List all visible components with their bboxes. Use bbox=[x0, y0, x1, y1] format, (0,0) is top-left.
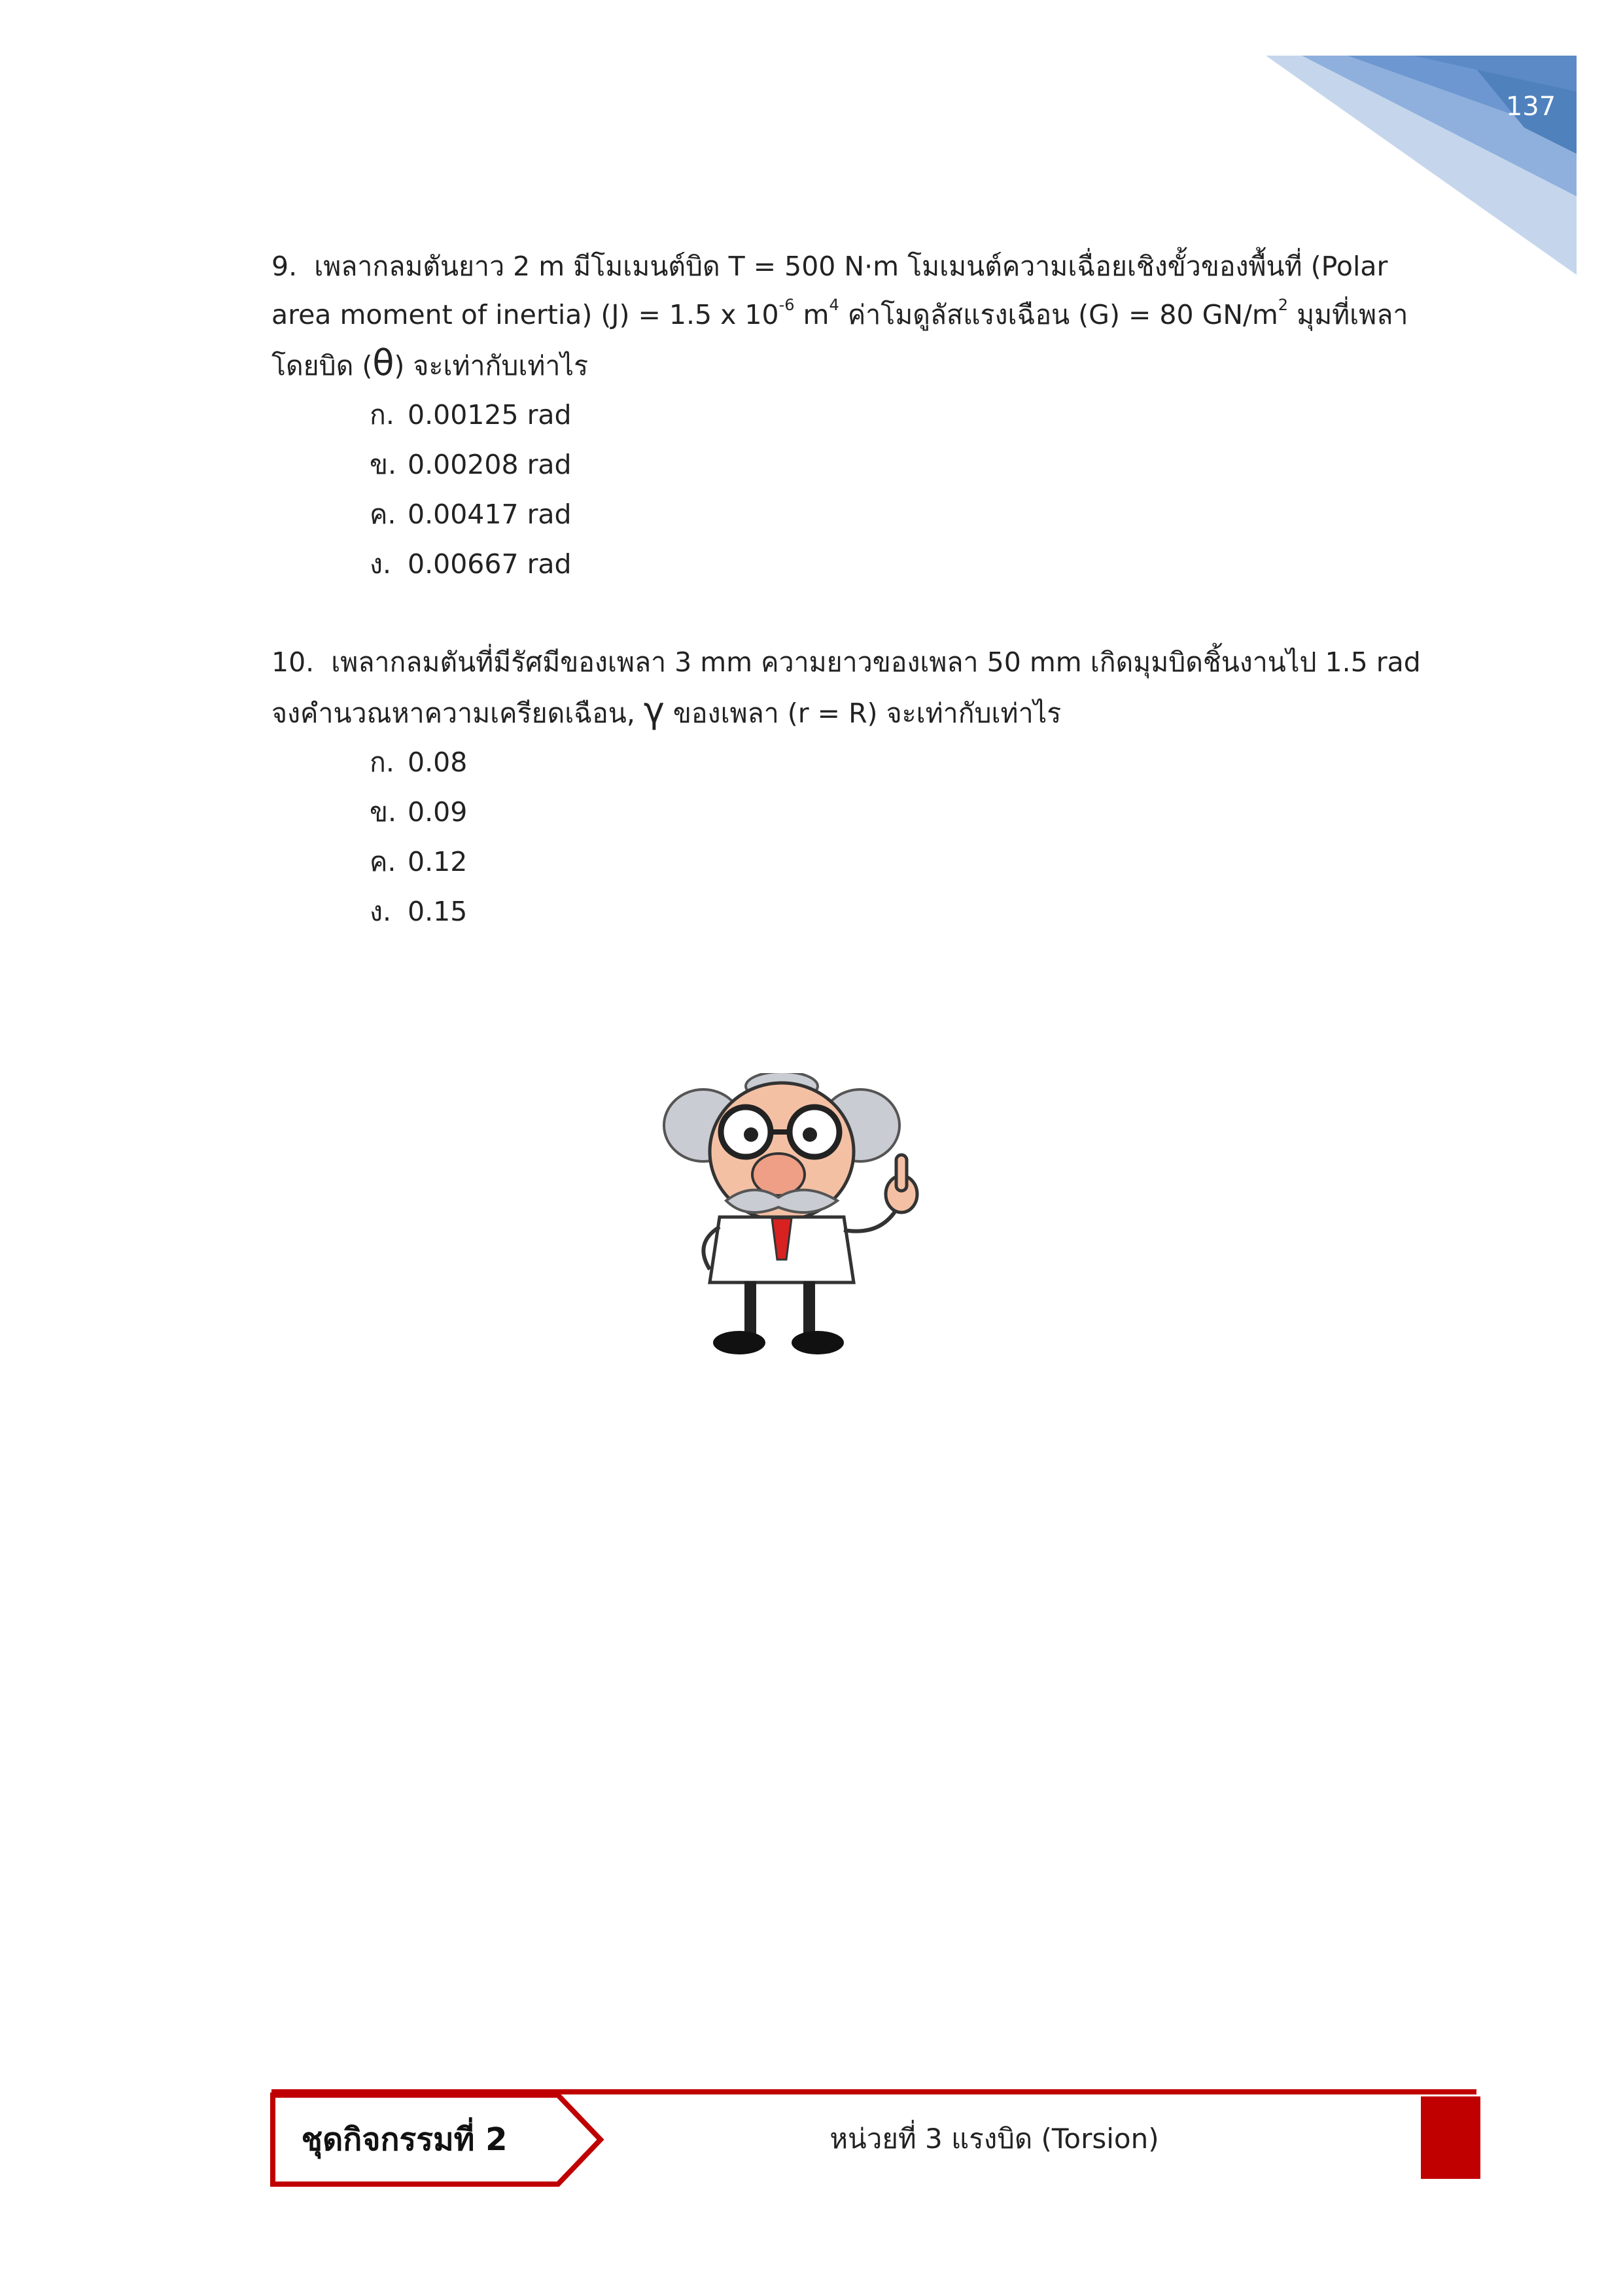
question-9-text: 9. เพลากลมตันยาว 2 m มีโมเมนต์บิด T = 500 N·m โมเมนต์ความเฉื่อยเชิงขั้วของพื้นที่ (Polar area moment of inertia) (J) = 1.5 x $10^{-6}$ $m^4$ ค่าโมดูลัสแรงเฉือน (G) = 80 $GN/m^2$ มุมที่เพลาโดยบิด (θ) จะเท่ากับเท่าไร bbox=[271, 251, 1408, 383]
question-9-number: 9. bbox=[271, 251, 298, 282]
option-item[interactable]: ง. 0.15 bbox=[370, 896, 468, 927]
page-number: 137 bbox=[1505, 92, 1556, 122]
option-item[interactable]: ค. 0.12 bbox=[370, 846, 468, 877]
question-10-options bbox=[271, 737, 1449, 936]
question-10-text: 10. เพลากลมตันที่มีรัศมีของเพลา 3 mm ความยาวของเพลา 50 mm เกิดมุมบิดชิ้นงานไป 1.5 rad จงคำนวณหาความเครียดเฉือน, γ ของเพลา (r = R) จะเท่ากับเท่าไร bbox=[271, 646, 1421, 731]
question-10-number: 10. bbox=[271, 646, 315, 678]
question-9-options bbox=[271, 390, 1449, 589]
option-item[interactable]: ค. 0.00417 rad bbox=[370, 499, 572, 530]
option-item[interactable]: ก. 0.00125 rad bbox=[370, 399, 572, 431]
gamma-symbol: γ bbox=[643, 690, 665, 731]
option-item[interactable]: ก. 0.08 bbox=[370, 747, 468, 778]
corner-decoration bbox=[0, 0, 1623, 275]
question-9 bbox=[271, 242, 1449, 589]
theta-symbol: θ bbox=[372, 342, 394, 383]
footer-red-square bbox=[1421, 2096, 1480, 2179]
professor-pointing-finger-icon bbox=[648, 1073, 962, 1368]
option-item[interactable]: ข. 0.09 bbox=[370, 796, 468, 828]
question-10 bbox=[271, 638, 1449, 936]
option-item[interactable]: ข. 0.00208 rad bbox=[370, 449, 572, 480]
option-item[interactable]: ง. 0.00667 rad bbox=[370, 548, 572, 580]
activity-label: ชุดกิจกรรมที่ 2 bbox=[301, 2121, 508, 2158]
unit-title: หน่วยที่ 3 แรงบิด (Torsion) bbox=[829, 2123, 1159, 2155]
